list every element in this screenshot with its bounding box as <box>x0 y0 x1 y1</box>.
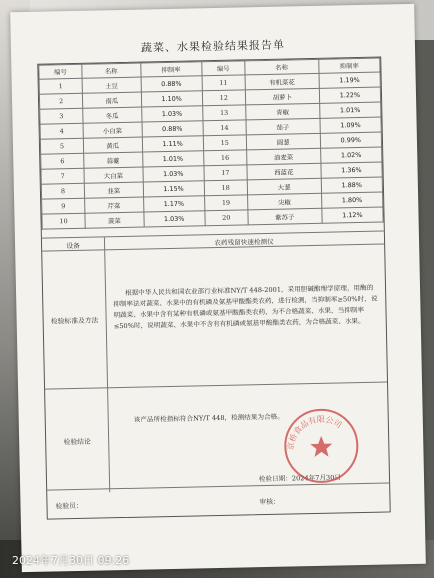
standard-section <box>42 244 387 390</box>
report-title: 蔬菜、水果检验结果报告单 <box>140 38 286 55</box>
table-cell: 1 <box>39 78 82 94</box>
table-cell: 西蓝花 <box>247 163 321 180</box>
report-sheet <box>10 4 426 572</box>
standard-content <box>104 245 387 389</box>
table-cell: 20 <box>205 210 248 226</box>
table-cell: 12 <box>202 90 245 106</box>
table-cell: 尖椒 <box>247 193 321 210</box>
table-cell: 1.11% <box>142 136 204 152</box>
equipment-value: 农药残留快速检测仪 <box>214 237 274 248</box>
equipment-label: 设备 <box>42 237 105 251</box>
table-cell: 9 <box>42 198 85 214</box>
table-cell: 冬瓜 <box>83 107 142 123</box>
table-cell: 土豆 <box>82 77 141 93</box>
table-cell: 油麦菜 <box>246 148 320 165</box>
inspection-date: 检验日期：2024年7月30日 <box>258 473 342 484</box>
table-cell: 1.19% <box>319 72 381 88</box>
signature-row <box>47 482 390 518</box>
table-cell: 4 <box>40 123 83 139</box>
table-cell: 1.80% <box>321 192 383 208</box>
table-cell: 大白菜 <box>84 167 143 183</box>
table-cell: 16 <box>203 150 246 166</box>
conclusion-label: 检验结论 <box>45 388 110 493</box>
table-cell: 19 <box>204 195 247 211</box>
seal-star-icon <box>310 436 332 457</box>
table-cell: 1.01% <box>142 151 204 167</box>
header-cell: 抑制率 <box>140 62 202 77</box>
seal-text: 京桥食品有限公司 <box>286 414 344 451</box>
table-cell: 15 <box>203 135 246 151</box>
table-cell: 小白菜 <box>83 122 142 138</box>
standard-text: 根据中华人民共和国农业部行业标准NY/T 448-2001，采用胆碱酯理学原理，用酶的抑制率法对蔬菜、水果中的有机磷及氨基甲酸酯类农药，进行检测，当抑制率≥50%时，说明蔬菜、水果中含有某种有机磷或氨基甲酸酯类农药，为不合格蔬菜、水果，当抑制率≤50%时，说明蔬菜、水果中不含有有机磷或氨基甲酸酯类农药，为合格蔬菜、水果。 <box>113 283 378 331</box>
reviewer-label: 审核： <box>259 497 280 507</box>
table-cell: 10 <box>42 213 85 229</box>
table-cell: 1.01% <box>319 102 381 118</box>
table-cell: 南瓜 <box>82 92 141 108</box>
table-cell: 0.88% <box>142 121 204 137</box>
photo-timestamp: 2024年7月30日 09:26 <box>12 554 130 567</box>
table-cell: 7 <box>41 168 84 184</box>
table-cell: 有机菜花 <box>245 73 319 90</box>
table-cell: 1.10% <box>141 91 203 107</box>
header-cell: 抑制率 <box>318 58 380 73</box>
company-seal <box>280 405 362 487</box>
table-cell: 6 <box>41 153 84 169</box>
table-cell: 茄子 <box>246 118 320 135</box>
table-cell: 1.09% <box>320 117 382 133</box>
table-cell: 胡萝卜 <box>245 88 319 105</box>
inspector-label: 检验员： <box>55 501 83 511</box>
table-cell: 韭菜 <box>84 182 143 198</box>
table-cell: 黄瓜 <box>83 137 142 153</box>
table-cell: 菠菜 <box>85 212 144 228</box>
table-cell: 芹菜 <box>85 197 144 213</box>
results-table <box>38 58 383 230</box>
table-cell: 1.02% <box>320 147 382 163</box>
table-cell: 0.88% <box>141 76 203 92</box>
table-cell: 2 <box>39 93 82 109</box>
table-cell: 紫苏子 <box>248 208 322 225</box>
table-cell: 17 <box>204 165 247 181</box>
table-cell: 1.03% <box>141 106 203 122</box>
table-cell: 圆葱 <box>246 133 320 150</box>
standard-label: 检验标准及方法 <box>42 250 108 389</box>
table-cell: 1.22% <box>319 87 381 103</box>
table-cell: 11 <box>202 75 245 91</box>
conclusion-text: 该产品所检指标符合NY/T 448，检测结果为合格。 <box>133 412 284 424</box>
header-cell: 编号 <box>202 61 245 76</box>
header-cell: 名称 <box>82 63 141 78</box>
table-cell: 大葱 <box>247 178 321 195</box>
table-cell: 1.36% <box>321 162 383 178</box>
table-cell: 1.88% <box>321 177 383 193</box>
table-cell: 0.99% <box>320 132 382 148</box>
table-cell: 14 <box>203 120 246 136</box>
table-cell: 8 <box>41 183 84 199</box>
table-cell: 1.03% <box>142 166 204 182</box>
table-cell: 蒜薹 <box>84 152 143 168</box>
table-cell: 青椒 <box>245 103 319 120</box>
table-cell: 1.15% <box>143 181 205 197</box>
table-cell: 1.17% <box>143 196 205 212</box>
header-cell: 名称 <box>245 59 319 75</box>
table-cell: 1.03% <box>143 211 205 227</box>
table-cell: 13 <box>202 105 245 121</box>
table-cell: 5 <box>40 138 83 154</box>
table-cell: 1.12% <box>322 207 384 223</box>
table-cell: 3 <box>40 108 83 124</box>
table-cell: 18 <box>204 180 247 196</box>
header-cell: 编号 <box>39 64 82 79</box>
